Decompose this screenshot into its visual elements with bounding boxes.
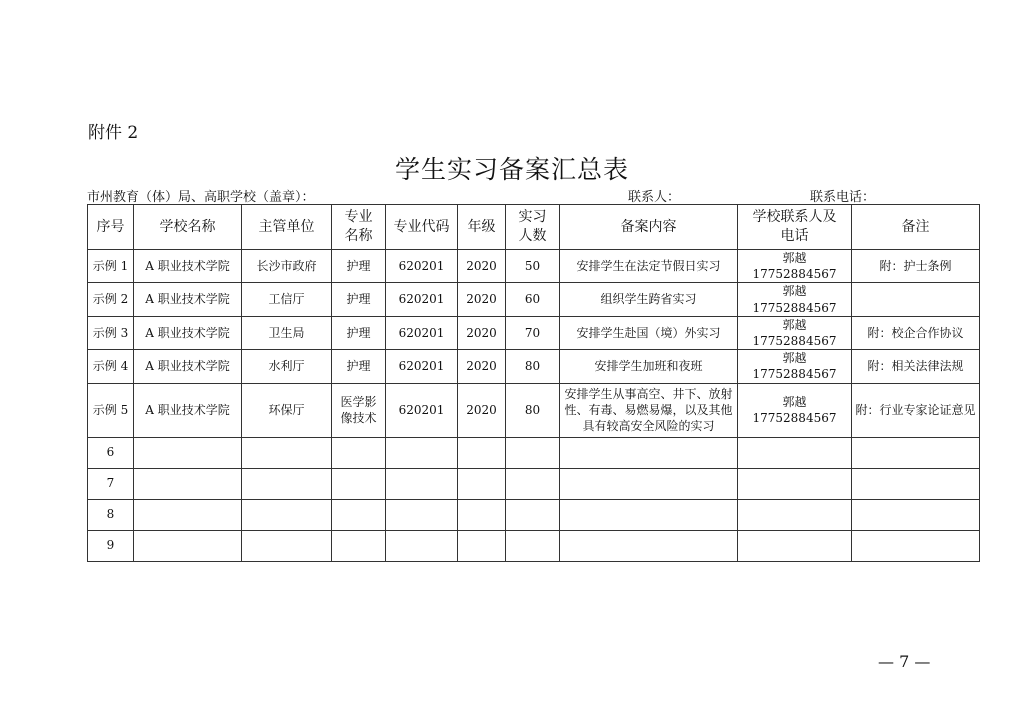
cell-authority	[242, 468, 332, 499]
cell-count: 60	[506, 283, 560, 316]
cell-major-code	[386, 437, 458, 468]
unit-label: 市州教育（体）局、高职学校（盖章）：	[87, 190, 315, 205]
cell-content: 安排学生从事高空、井下、放射 性、有毒、易燃易爆，以及其他 具有较高安全风险的实习	[560, 383, 738, 437]
attachment-label: 附件 2	[88, 123, 139, 143]
cell-seq: 示例 4	[88, 350, 134, 383]
col-header-major: 专业 名称	[332, 205, 386, 250]
cell-content	[560, 468, 738, 499]
cell-content	[560, 530, 738, 561]
cell-count	[506, 530, 560, 561]
cell-major-code: 620201	[386, 283, 458, 316]
cell-major: 护理	[332, 316, 386, 349]
cell-count	[506, 437, 560, 468]
cell-remark	[852, 437, 980, 468]
cell-major-code	[386, 468, 458, 499]
cell-school: A 职业技术学院	[134, 350, 242, 383]
cell-authority: 水利厅	[242, 350, 332, 383]
cell-major	[332, 437, 386, 468]
summary-table	[87, 204, 980, 562]
cell-major	[332, 530, 386, 561]
table-row	[88, 316, 980, 349]
cell-remark	[852, 283, 980, 316]
cell-contact: 郭越 17752884567	[738, 283, 852, 316]
cell-authority	[242, 530, 332, 561]
cell-seq: 示例 3	[88, 316, 134, 349]
cell-authority	[242, 499, 332, 530]
cell-count	[506, 468, 560, 499]
cell-school	[134, 468, 242, 499]
cell-major-code	[386, 530, 458, 561]
cell-authority	[242, 437, 332, 468]
cell-authority: 工信厅	[242, 283, 332, 316]
cell-contact: 郭越 17752884567	[738, 250, 852, 283]
cell-authority: 卫生局	[242, 316, 332, 349]
col-header-seq: 序号	[88, 205, 134, 250]
cell-seq: 9	[88, 530, 134, 561]
cell-school	[134, 437, 242, 468]
cell-count: 50	[506, 250, 560, 283]
cell-grade: 2020	[458, 350, 506, 383]
cell-grade: 2020	[458, 250, 506, 283]
cell-major	[332, 499, 386, 530]
cell-seq: 6	[88, 437, 134, 468]
cell-contact: 郭越 17752884567	[738, 350, 852, 383]
cell-major-code: 620201	[386, 383, 458, 437]
cell-content	[560, 499, 738, 530]
cell-major-code: 620201	[386, 250, 458, 283]
contact-person-label: 联系人：	[628, 190, 681, 205]
col-header-grade: 年级	[458, 205, 506, 250]
page-title: 学生实习备案汇总表	[394, 155, 629, 184]
col-header-contact: 学校联系人及 电话	[738, 205, 852, 250]
table-header-row	[88, 205, 980, 250]
cell-contact	[738, 499, 852, 530]
cell-count: 70	[506, 316, 560, 349]
cell-remark	[852, 499, 980, 530]
col-header-remark: 备注	[852, 205, 980, 250]
table-row	[88, 283, 980, 316]
cell-seq: 示例 5	[88, 383, 134, 437]
cell-grade: 2020	[458, 383, 506, 437]
cell-content	[560, 437, 738, 468]
col-header-authority: 主管单位	[242, 205, 332, 250]
cell-grade	[458, 437, 506, 468]
cell-major-code	[386, 499, 458, 530]
cell-count	[506, 499, 560, 530]
table-row	[88, 468, 980, 499]
cell-grade: 2020	[458, 316, 506, 349]
cell-contact	[738, 468, 852, 499]
cell-content: 安排学生赴国（境）外实习	[560, 316, 738, 349]
cell-seq: 8	[88, 499, 134, 530]
cell-grade	[458, 530, 506, 561]
cell-count: 80	[506, 350, 560, 383]
table-row	[88, 250, 980, 283]
cell-school: A 职业技术学院	[134, 250, 242, 283]
cell-major: 医学影 像技术	[332, 383, 386, 437]
cell-remark: 附：相关法律法规	[852, 350, 980, 383]
table-row	[88, 437, 980, 468]
cell-school: A 职业技术学院	[134, 383, 242, 437]
cell-remark: 附：护士条例	[852, 250, 980, 283]
cell-school	[134, 530, 242, 561]
cell-grade: 2020	[458, 283, 506, 316]
cell-remark	[852, 530, 980, 561]
contact-phone-label: 联系电话：	[810, 190, 876, 205]
table-row	[88, 383, 980, 437]
cell-seq: 示例 1	[88, 250, 134, 283]
cell-contact	[738, 530, 852, 561]
cell-contact: 郭越 17752884567	[738, 383, 852, 437]
cell-contact	[738, 437, 852, 468]
cell-major-code: 620201	[386, 316, 458, 349]
col-header-major-code: 专业代码	[386, 205, 458, 250]
cell-authority: 环保厅	[242, 383, 332, 437]
col-header-count: 实习 人数	[506, 205, 560, 250]
cell-school: A 职业技术学院	[134, 283, 242, 316]
table-row	[88, 530, 980, 561]
cell-authority: 长沙市政府	[242, 250, 332, 283]
cell-count: 80	[506, 383, 560, 437]
table-row	[88, 499, 980, 530]
cell-remark: 附：行业专家论证意见	[852, 383, 980, 437]
cell-content: 安排学生在法定节假日实习	[560, 250, 738, 283]
cell-seq: 7	[88, 468, 134, 499]
cell-major: 护理	[332, 283, 386, 316]
cell-contact: 郭越 17752884567	[738, 316, 852, 349]
cell-content: 组织学生跨省实习	[560, 283, 738, 316]
cell-remark: 附：校企合作协议	[852, 316, 980, 349]
page-number: — 7 —	[878, 652, 931, 671]
cell-content: 安排学生加班和夜班	[560, 350, 738, 383]
cell-school: A 职业技术学院	[134, 316, 242, 349]
col-header-content: 备案内容	[560, 205, 738, 250]
cell-major	[332, 468, 386, 499]
cell-major-code: 620201	[386, 350, 458, 383]
cell-major: 护理	[332, 250, 386, 283]
cell-remark	[852, 468, 980, 499]
col-header-school: 学校名称	[134, 205, 242, 250]
table-row	[88, 350, 980, 383]
cell-major: 护理	[332, 350, 386, 383]
cell-school	[134, 499, 242, 530]
cell-grade	[458, 468, 506, 499]
cell-grade	[458, 499, 506, 530]
cell-seq: 示例 2	[88, 283, 134, 316]
